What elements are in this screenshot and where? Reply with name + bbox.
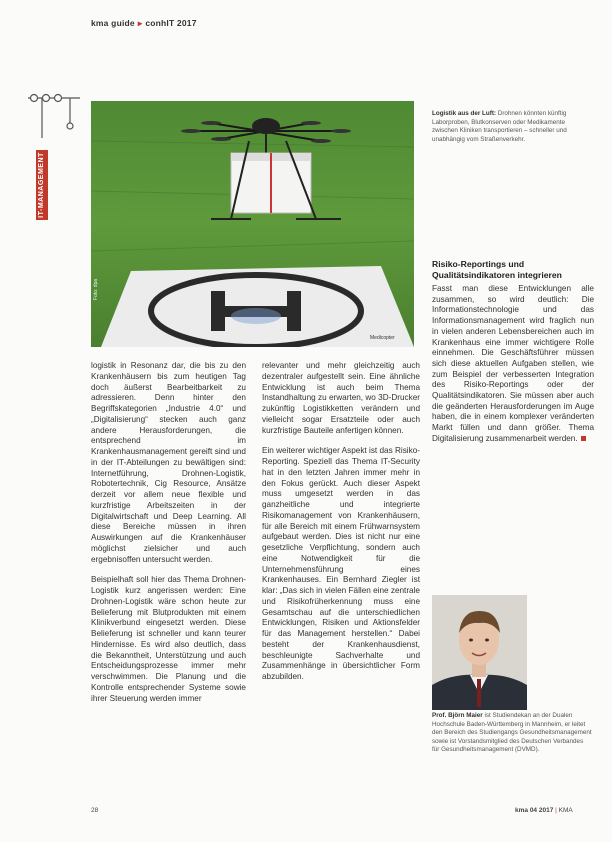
footer-separator-icon: | bbox=[555, 807, 557, 814]
col2-paragraph-1: relevanter und mehr gleichzeitig auch dezentraler aufgestellt sein. Eine ähnliche Entwicklung ist auch beim Thema Instandhaltung zu erwarten, wo 3D-Drucker zukünftig Logistikketten verändern und vielleicht sogar Ersatzteile oder auch kurzfristige Bauteile anfertigen können. bbox=[262, 361, 420, 435]
author-bio-text: ist Studiendekan an der Dualen Hochschule Baden-Württemberg in Mannheim, er leitet den Bereich des Studiengangs Gesundheitsmanagement sowie ist Vorstandsmitglied des Deutschen Verbandes für Gesundheitsmanagement (DVMD). bbox=[432, 712, 592, 753]
col3-paragraph-1: Fasst man diese Entwicklungen alle zusammen, so wird deutlich: Die Informationstechnologie und das Informationsmanagement wird fraglich nun in vielen anderen Lebensbereichen auch im Krankenhaus eine immer wichtigere Rolle einnehmen. Die Geschäftsführer müssen sich diese aktuellen Aufgaben stellen, wie zum Beispiel der verbesserten Integration des Risiko-Reportings oder der Qualitätsindikatoren. Sie müssen aber auch die geänderten Herausforderungen im Auge haben, die in einem komplexer veränderten Markt füllen und dann größer. Thema Digitalisierung zusammenarbeit werden. bbox=[432, 284, 594, 443]
photo-caption bbox=[432, 110, 580, 144]
author-portrait bbox=[432, 595, 527, 710]
section-tab bbox=[36, 150, 48, 220]
circuit-decoration-icon bbox=[24, 88, 84, 148]
author-bio bbox=[432, 712, 592, 755]
drone-photo bbox=[91, 101, 414, 347]
author-name: Prof. Björn Maier bbox=[432, 712, 483, 719]
footer-suffix: KMA bbox=[558, 807, 573, 814]
caption-body: Drohnen könnten künftig Laborproben, Blutkonserven oder Medikamente zwischen Kliniken transportieren – schneller und unabhängig vom Straßenverkehr. bbox=[432, 110, 567, 143]
column-1 bbox=[91, 361, 246, 714]
header-section: conhIT 2017 bbox=[145, 18, 197, 28]
col2-paragraph-2: Ein weiterer wichtiger Aspekt ist das Risiko-Reporting. Speziell das Thema IT-Security hat in den letzten Jahren immer mehr in den Fokus gerückt. Auch dieser Aspekt muss umgesetzt werden in das ganzheitliche und integrierte Risikomanagement von Krankenhäusern, für alle Bereich mit einem Frühwarnsystem aufgebaut werden. Dies ist nicht nur eine gesetzliche Verpflichtung, sondern auch eine Notwendigkeit für die Unternehmensführung eines Krankenhauses. Ein Bernhard Ziegler ist klar: „Das sich in vielen Fällen eine zentrale und Risikofrüherkennung muss eine Gesamtschau auf die unterschiedlichen Entwicklungen, Risiken und Aktionsfelder für das Management herstellen.“ Dabei besteht der Krankenhausdienst, beschleunigte Sachverhalte und Zusammenhänge in übersichtlicher Form abzubilden. bbox=[262, 446, 420, 681]
column-2 bbox=[262, 361, 420, 693]
column-3 bbox=[432, 284, 594, 455]
header-brand: kma guide bbox=[91, 18, 135, 28]
subheading: Risiko-Reportings und Qualitätsindikatoren integrieren bbox=[432, 259, 562, 280]
col1-paragraph-1: logistik in Resonanz dar, die bis zu den Krankenhäusern bis zum heutigen Tag doch äußerst Bearbeitbarkeit zu adressieren. Denn hinter den Begriffskategorien „Industrie 4.0“ und „Digitalisierung“ stecken auch ganz andere Herausforderungen, die entsprechend im Krankenhausmanagement gereift sind und in der IT-Abteilungen zu bewältigen sind: Internetführung, Drohnen-Logistik, Robotertechnik, Cig Resource, Ansätze derzeit vor allem neue flexible und kurzfristige Arbeitszeiten in der Digitalwirtschaft und Deep Learning. All diese Bereiche müssen in ihren Auswirkungen auf die Krankenhäuser möglichst zielsicher und auch ergebnisoffen untersucht werden. bbox=[91, 361, 246, 564]
photo-credit-left: Foto: dpa bbox=[93, 278, 99, 300]
caption-title: Logistik aus der Luft: bbox=[432, 110, 497, 117]
section-tab-label: IT-MANAGEMENT bbox=[38, 152, 45, 218]
footer-journal-name: kma 04 2017 bbox=[515, 807, 554, 814]
col1-paragraph-2: Beispielhaft soll hier das Thema Drohnen-Logistik kurz angerissen werden: Eine Drohnen-Logistik wäre schon heute zur Belieferung mit Blutprodukten mit einem Klinikverbund eingesetzt werden. Diese Belieferung ist schneller und kann teurer Hindernisse. Es wird also deutlich, dass die Bekanntheit, Unterstützung und auch Entscheidungsprozesse immer mehr verschwimmen. Die Planung und die Kontrolle entsprechender Systeme sowie ihrer Steuerung werden immer bbox=[91, 575, 246, 703]
page-number: 28 bbox=[91, 807, 99, 814]
footer-journal bbox=[515, 807, 573, 814]
running-header bbox=[91, 18, 197, 29]
photo-credit-right: Medicopter bbox=[370, 335, 395, 341]
breadcrumb-arrow-icon: ▸ bbox=[137, 18, 143, 28]
end-mark-icon bbox=[581, 436, 586, 441]
